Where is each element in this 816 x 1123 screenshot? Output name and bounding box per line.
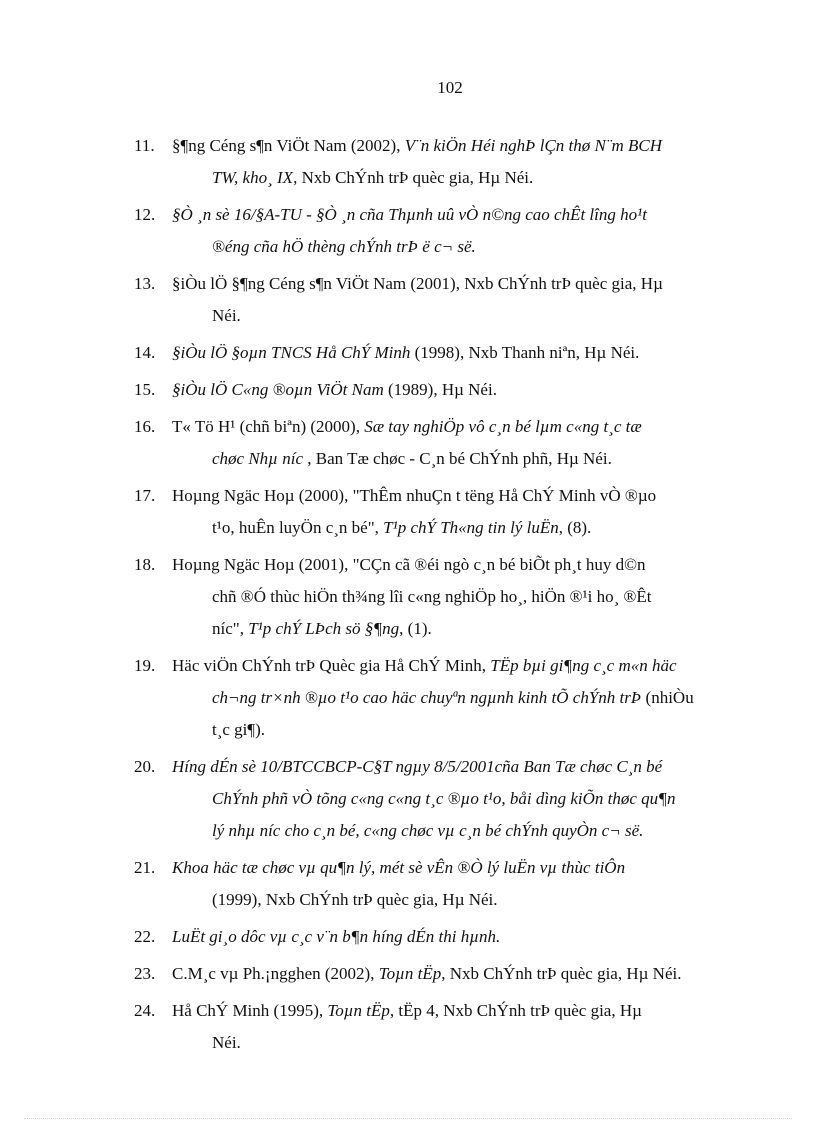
reference-title-segment: V¨n kiÖn Héi nghÞ lÇn thø N¨m BCH <box>404 136 663 155</box>
reference-line <box>172 613 740 645</box>
reference-segment: (1998), Nxb Thanh niªn, Hµ Néi. <box>410 343 640 362</box>
reference-title-segment: ch¬ng tr×nh ®µo t¹o cao häc chuyªn ngµnh kinh tÕ chÝnh trÞ <box>212 688 642 707</box>
reference-number: 12. <box>134 205 156 224</box>
reference-text <box>172 411 740 475</box>
reference-text <box>172 130 740 194</box>
reference-number: 14. <box>134 343 156 362</box>
reference-line <box>172 443 740 475</box>
reference-number: 18. <box>134 555 156 574</box>
reference-text <box>172 268 740 332</box>
reference-line <box>172 581 740 613</box>
reference-text <box>172 852 740 916</box>
reference-line <box>172 884 740 916</box>
reference-list <box>134 130 740 1064</box>
reference-number: 19. <box>134 656 156 675</box>
reference-segment: Néi. <box>212 306 241 325</box>
reference-line <box>172 411 740 443</box>
reference-line <box>172 512 740 544</box>
reference-line <box>172 231 740 263</box>
reference-title-segment: §Ò ¸n sè 16/§A-TU - §Ò ¸n cña Thµnh uû vÒ n©ng cao chÊt lîng ho¹t <box>172 205 647 224</box>
reference-segment: (1999), Nxb ChÝnh trÞ quèc gia, Hµ Néi. <box>212 890 498 909</box>
reference-item <box>134 199 740 263</box>
reference-number: 22. <box>134 927 156 946</box>
reference-segment: (nhiÒu <box>641 688 694 707</box>
reference-item <box>134 921 740 953</box>
reference-line <box>172 783 740 815</box>
reference-text <box>172 921 740 953</box>
reference-line <box>172 921 740 953</box>
reference-text <box>172 337 740 369</box>
reference-item <box>134 130 740 194</box>
reference-title-segment: Híng dÉn sè 10/BTCCBCP-C§T ngµy 8/5/2001cña Ban Tæ chøc C¸n bé <box>172 757 663 776</box>
reference-item <box>134 751 740 847</box>
reference-line <box>172 480 740 512</box>
reference-title-segment: TËp bµi gi¶ng c¸c m«n häc <box>490 656 677 675</box>
reference-line <box>172 268 740 300</box>
reference-segment: Hoµng Ngäc Hoµ (2000), "ThÊm nhuÇn t tëng Hå ChÝ Minh vÒ ®µo <box>172 486 657 505</box>
reference-item <box>134 852 740 916</box>
reference-item <box>134 374 740 406</box>
reference-segment: (1989), Hµ Néi. <box>383 380 497 399</box>
reference-segment: Hå ChÝ Minh (1995), <box>172 1001 328 1020</box>
reference-line <box>172 130 740 162</box>
reference-segment: , tËp 4, Nxb ChÝnh trÞ quèc gia, Hµ <box>389 1001 642 1020</box>
reference-number: 17. <box>134 486 156 505</box>
reference-item <box>134 480 740 544</box>
reference-title-segment: TW, kho¸ IX <box>212 168 294 187</box>
reference-segment: chñ ®Ó thùc hiÖn th¾ng lîi c«ng nghiÖp ho¸, hiÖn ®¹i ho¸ ®Êt <box>212 587 652 606</box>
reference-title-segment: chøc Nhµ níc <box>212 449 303 468</box>
reference-item <box>134 995 740 1059</box>
reference-title-segment: ®éng cña hÖ thèng chÝnh trÞ ë c¬ së. <box>212 237 476 256</box>
reference-segment: t¸c gi¶). <box>212 720 266 739</box>
reference-line <box>172 751 740 783</box>
reference-line <box>172 549 740 581</box>
reference-line <box>172 682 740 714</box>
reference-text <box>172 995 740 1059</box>
reference-item <box>134 337 740 369</box>
reference-line <box>172 337 740 369</box>
reference-segment: §¶ng Céng s¶n ViÖt Nam (2002), <box>172 136 405 155</box>
reference-item <box>134 650 740 746</box>
reference-segment: §iÒu lÖ §¶ng Céng s¶n ViÖt Nam (2001), Nxb ChÝnh trÞ quèc gia, Hµ <box>172 274 663 293</box>
page-bottom-border <box>24 1118 792 1119</box>
reference-text <box>172 958 740 990</box>
reference-segment: C.M¸c vµ Ph.¡ngghen (2002), <box>172 964 379 983</box>
reference-title-segment: T¹p chÝ Th«ng tin lý luËn <box>383 518 559 537</box>
reference-number: 13. <box>134 274 156 293</box>
reference-number: 24. <box>134 1001 156 1020</box>
reference-line <box>172 650 740 682</box>
reference-text <box>172 650 740 746</box>
reference-line <box>172 374 740 406</box>
reference-title-segment: Khoa häc tæ chøc vµ qu¶n lý, mét sè vÊn ®Ò lý luËn vµ thùc tiÔn <box>172 858 626 877</box>
reference-number: 11. <box>134 136 155 155</box>
reference-line <box>172 815 740 847</box>
reference-number: 21. <box>134 858 156 877</box>
reference-line <box>172 300 740 332</box>
reference-number: 16. <box>134 417 156 436</box>
reference-number: 15. <box>134 380 156 399</box>
reference-item <box>134 549 740 645</box>
reference-title-segment: §iÒu lÖ C«ng ®oµn ViÖt Nam <box>172 380 384 399</box>
reference-item <box>134 268 740 332</box>
reference-segment: , (8). <box>558 518 592 537</box>
page-number: 102 <box>437 78 463 97</box>
reference-line <box>172 958 740 990</box>
reference-title-segment: ChÝnh phñ vÒ tõng c«ng c«ng t¸c ®µo t¹o, båi dìng kiÕn thøc qu¶n <box>212 789 676 808</box>
reference-line <box>172 1027 740 1059</box>
reference-item <box>134 411 740 475</box>
reference-line <box>172 714 740 746</box>
reference-segment: níc", <box>212 619 249 638</box>
reference-line <box>172 199 740 231</box>
reference-segment: Häc viÖn ChÝnh trÞ Quèc gia Hå ChÝ Minh, <box>172 656 491 675</box>
reference-segment: , Nxb ChÝnh trÞ quèc gia, Hµ Néi. <box>441 964 682 983</box>
reference-text <box>172 374 740 406</box>
reference-title-segment: LuËt gi¸o dôc vµ c¸c v¨n b¶n híng dÉn thi hµnh. <box>172 927 501 946</box>
reference-title-segment: Toµn tËp <box>378 964 442 983</box>
reference-title-segment: Toµn tËp <box>327 1001 390 1020</box>
reference-segment: Néi. <box>212 1033 241 1052</box>
reference-number: 23. <box>134 964 156 983</box>
reference-text <box>172 751 740 847</box>
reference-number: 20. <box>134 757 156 776</box>
reference-title-segment: Sæ tay nghiÖp vô c¸n bé lµm c«ng t¸c tæ <box>364 417 642 436</box>
reference-segment: , Nxb ChÝnh trÞ quèc gia, Hµ Néi. <box>293 168 534 187</box>
reference-segment: , Ban Tæ chøc - C¸n bé ChÝnh phñ, Hµ Néi. <box>303 449 612 468</box>
reference-line <box>172 995 740 1027</box>
reference-line <box>172 852 740 884</box>
reference-segment: T« Tö H¹ (chñ biªn) (2000), <box>172 417 365 436</box>
reference-title-segment: lý nhµ níc cho c¸n bé, c«ng chøc vµ c¸n bé chÝnh quyÒn c¬ së. <box>212 821 644 840</box>
reference-segment: t¹o, huÊn luyÖn c¸n bé", <box>212 518 384 537</box>
reference-item <box>134 958 740 990</box>
reference-title-segment: §iÒu lÖ §oµn TNCS Hå ChÝ Minh <box>172 343 411 362</box>
reference-text <box>172 199 740 263</box>
reference-segment: , (1). <box>399 619 432 638</box>
reference-segment: Hoµng Ngäc Hoµ (2001), "CÇn cã ®éi ngò c¸n bé biÕt ph¸t huy d©n <box>172 555 646 574</box>
reference-text <box>172 549 740 645</box>
reference-title-segment: T¹p chÝ LÞch sö §¶ng <box>248 619 400 638</box>
reference-text <box>172 480 740 544</box>
reference-line <box>172 162 740 194</box>
